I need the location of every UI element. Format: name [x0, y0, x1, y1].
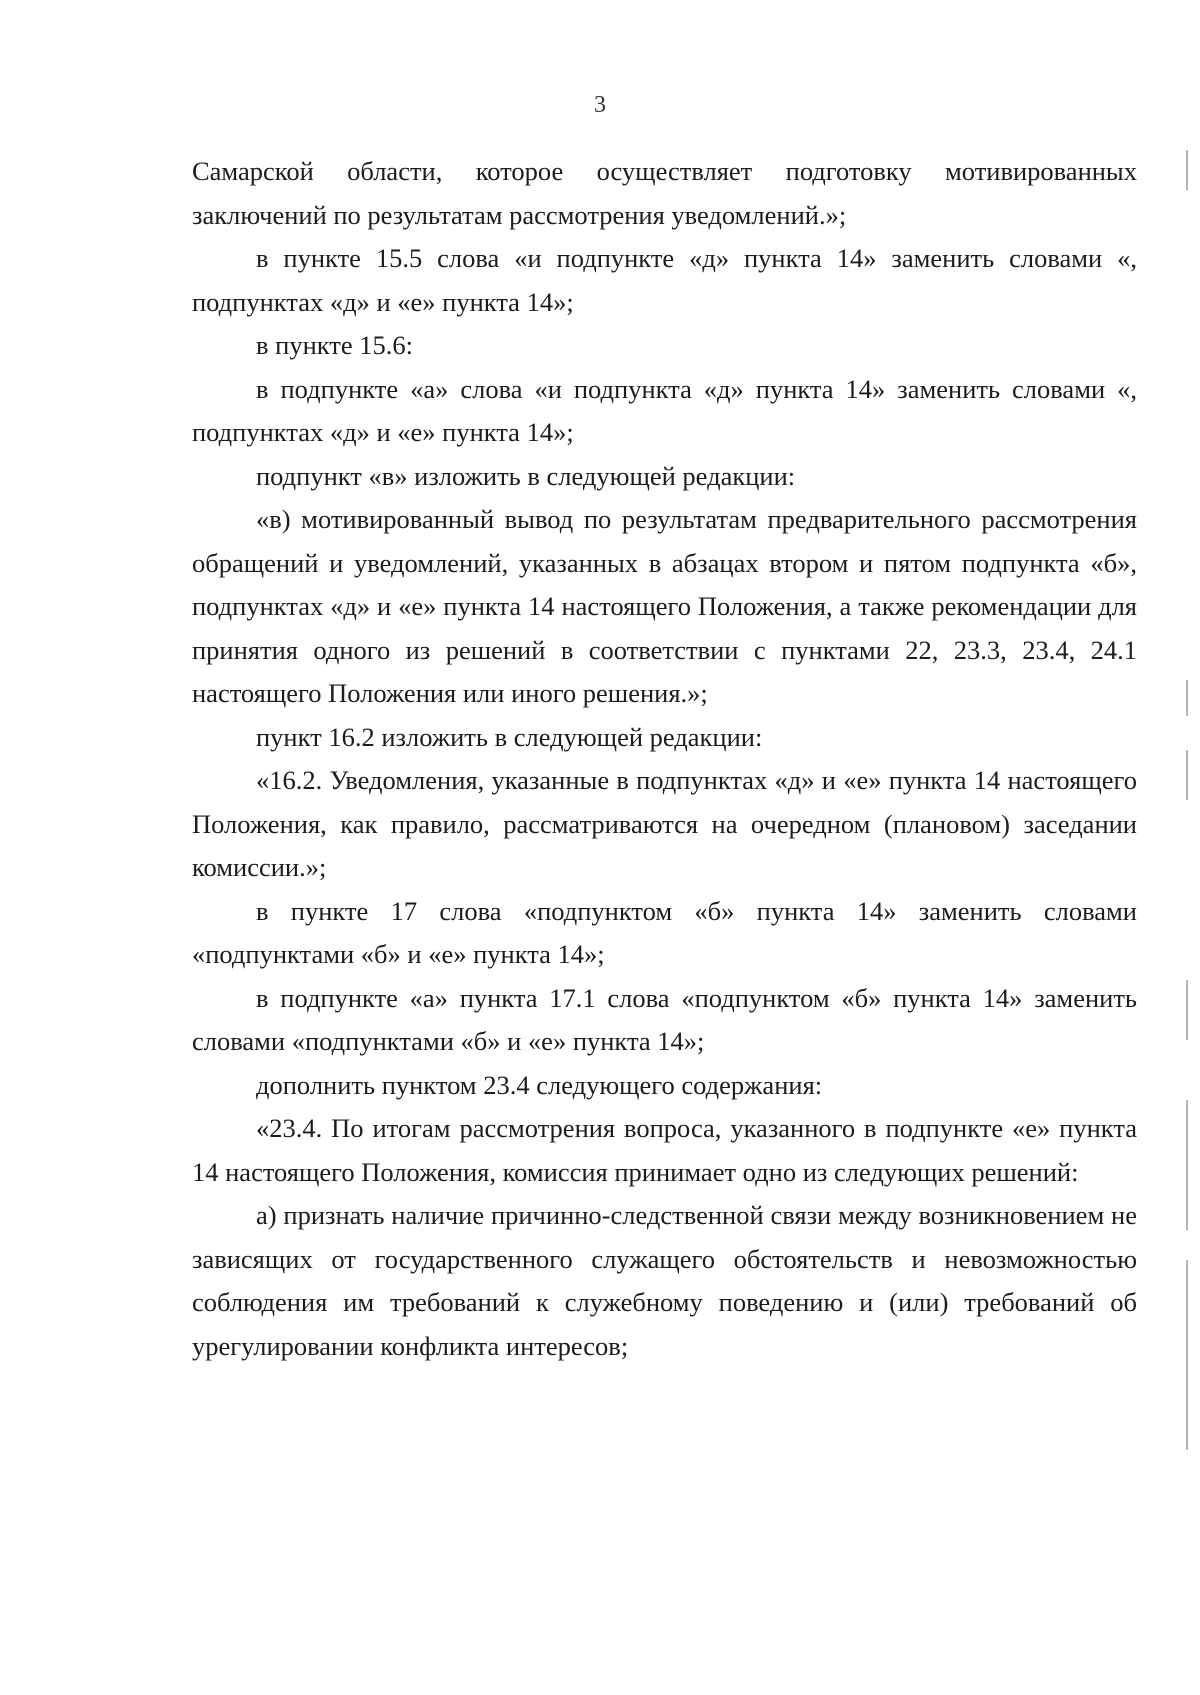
paragraph: в подпункте «а» пункта 17.1 слова «подпунктом «б» пункта 14» заменить словами «подпунктами «б» и «е» пункта 14»; [192, 982, 1137, 1056]
paragraph: подпункт «в» изложить в следующей редакции: [256, 460, 796, 491]
paragraph: в подпункте «а» слова «и подпункта «д» пункта 14» заменить словами «, подпунктах «д» и «е» пункта 14»; [192, 373, 1137, 447]
paragraph: в пункте 17 слова «подпунктом «б» пункта 14» заменить словами «подпунктами «б» и «е» пункта 14»; [192, 895, 1137, 969]
scan-artifact [1186, 680, 1188, 716]
page-number: 3 [594, 92, 606, 118]
paragraph: дополнить пунктом 23.4 следующего содержания: [256, 1069, 823, 1100]
paragraph: в пункте 15.6: [256, 330, 413, 360]
scan-artifact [1186, 150, 1188, 190]
paragraph: пункт 16.2 изложить в следующей редакции: [256, 721, 763, 752]
scan-artifact [1186, 980, 1188, 1040]
paragraph: «23.4. По итогам рассмотрения вопроса, указанного в подпункте «е» пункта 14 настоящего Положения, комиссия принимает одно из следующих решений: [192, 1113, 1137, 1187]
paragraph: «16.2. Уведомления, указанные в подпунктах «д» и «е» пункта 14 настоящего Положения, как правило, рассматриваются на очередном (плановом) заседании комиссии.»; [192, 765, 1137, 882]
scan-artifact [1186, 1100, 1188, 1230]
paragraph: в пункте 15.5 слова «и подпункте «д» пункта 14» заменить словами «, подпунктах «д» и «е» пункта 14»; [192, 243, 1137, 317]
scan-artifact [1186, 750, 1188, 800]
scan-artifact [1186, 1260, 1188, 1450]
paragraph: «в) мотивированный вывод по результатам предварительного рассмотрения обращений и уведомлений, указанных в абзацах втором и пятом подпункта «б», подпунктах «д» и «е» пункта 14 настоящего Положения, а также рекомендации для принятия одного из решений в соответствии с пунктами 22, 23.3, 23.4, 24.1 настоящего Положения или иного решения.»; [192, 504, 1137, 708]
paragraph: Самарской области, которое осуществляет подготовку мотивированных заключений по результатам рассмотрения уведомлений.»; [192, 156, 1137, 230]
paragraph: а) признать наличие причинно-следственной связи между возникновением не зависящих от государственного служащего обстоятельств и невозможностью соблюдения им требований к служебному поведению и (или) требований об урегулировании конфликта интересов; [192, 1200, 1137, 1361]
document-body [192, 150, 1137, 1368]
